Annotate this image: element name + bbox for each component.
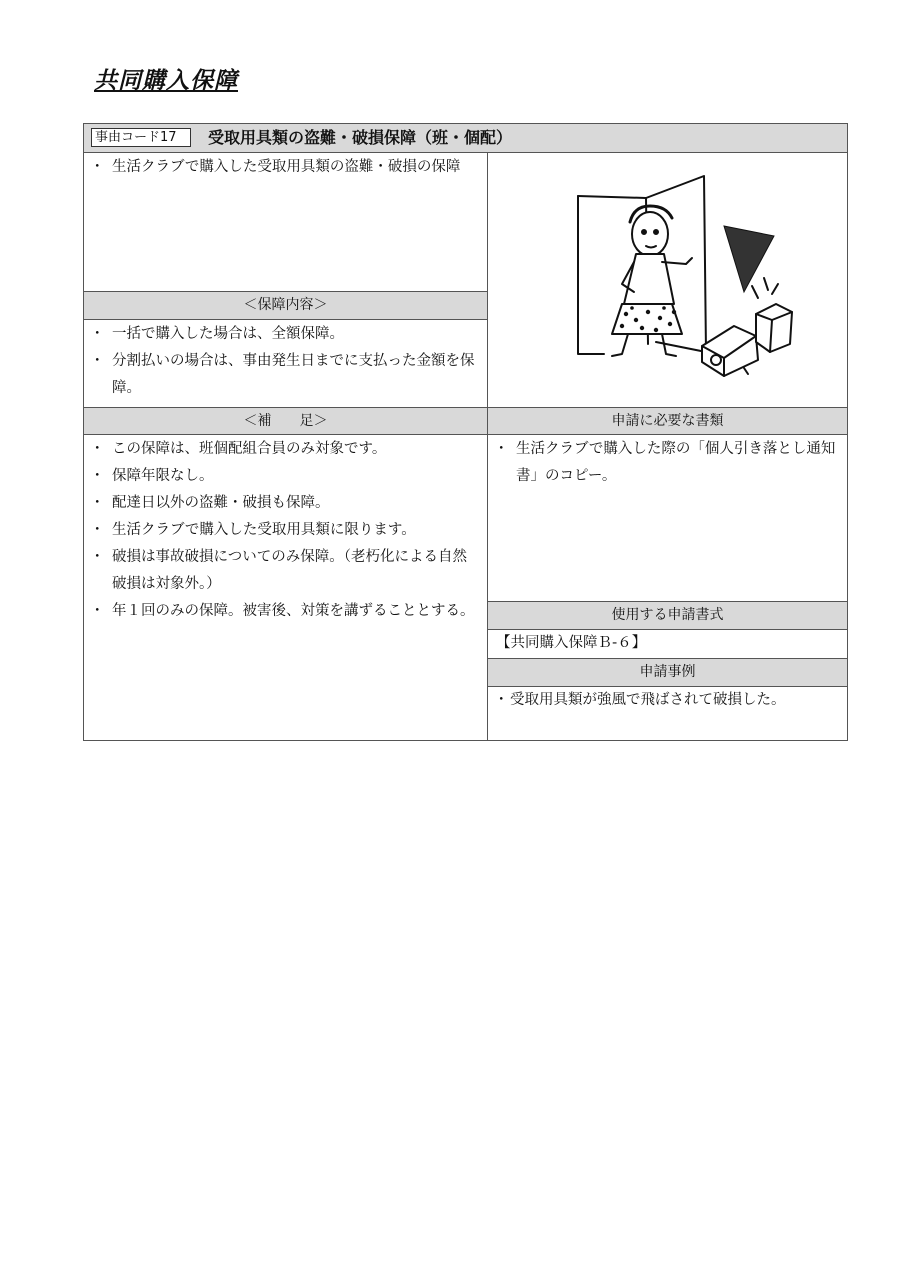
sheet-title: 受取用具類の盗難・破損保障（班・個配） [208,128,513,147]
list-item: ・ 分割払いの場合は、事由発生日までに支払った金額を保障。 [84,348,477,402]
supplement-heading: ＜補 足＞ [84,407,487,435]
summary-cell [84,154,487,292]
documents-heading: 申請に必要な書類 [488,407,847,435]
list-item: ・ 生活クラブで購入した受取用具類に限ります。 [84,517,479,544]
example-heading: 申請事例 [488,658,847,687]
list-item: ・ 受取用具類が強風で飛ばされて破損した。 [488,687,847,714]
documents-cell [488,436,847,601]
reason-code-box: 事由コード17 [91,128,191,147]
list-item: ・ 配達日以外の盗難・破損も保障。 [84,490,479,517]
list-item: ・ 生活クラブで購入した際の「個人引き落とし通知書」のコピー。 [488,436,841,490]
form-heading: 使用する申請書式 [488,601,847,630]
supplement-cell [84,436,487,741]
list-item: ・ 年１回のみの保障。被害後、対策を講ずることとする。 [84,598,479,625]
summary-list [84,154,487,181]
page-title: 共同購入保障 [94,68,238,94]
coverage-cell [84,321,487,407]
summary-item: ・ 生活クラブで購入した受取用具類の盗難・破損の保障 [84,154,475,181]
coverage-list [84,321,487,402]
documents-list [488,436,847,490]
person-with-broken-box-illustration-icon [564,154,804,384]
list-item: ・ 保障年限なし。 [84,463,479,490]
form-value: 【共同購入保障Ｂ-６】 [496,635,647,651]
sheet-header [84,124,847,153]
list-item: ・ 破損は事故破損についてのみ保障。（老朽化による自然破損は対象外。） [84,544,479,598]
example-list [488,687,847,714]
guarantee-sheet [83,123,848,741]
list-item: ・ 一括で購入した場合は、全額保障。 [84,321,477,348]
list-item: ・ この保障は、班個配組合員のみ対象です。 [84,436,479,463]
example-cell [488,687,847,741]
coverage-heading: ＜保障内容＞ [84,291,487,320]
supplement-list [84,436,487,625]
